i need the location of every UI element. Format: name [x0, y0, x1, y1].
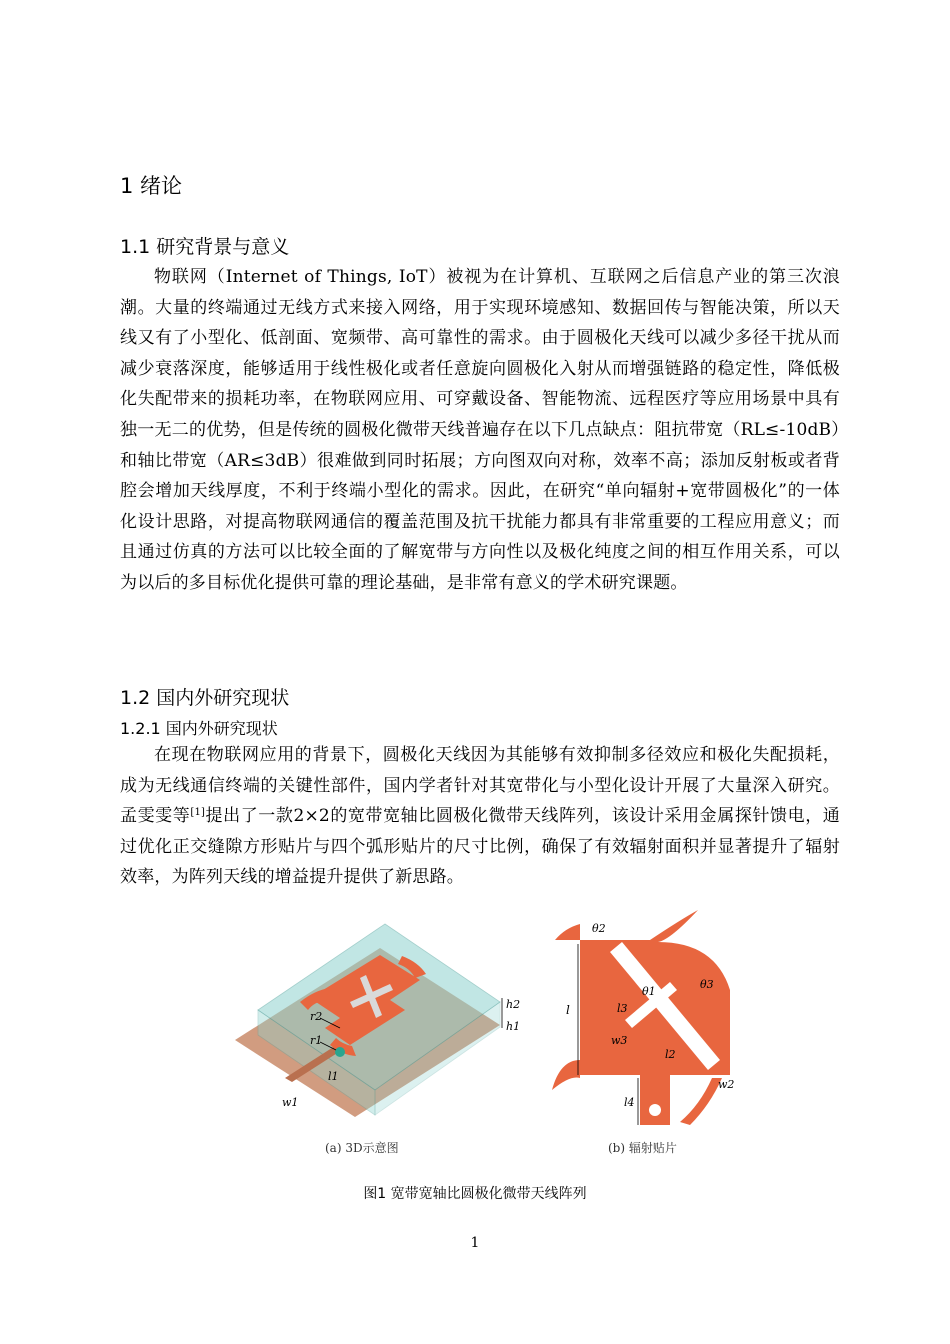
label-r2: r2 [310, 1010, 323, 1023]
antenna-figure [230, 910, 770, 1160]
patch-arc-top-left [555, 924, 580, 940]
section-title-background: 1.1 研究背景与意义 [120, 236, 290, 258]
label-w3: w3 [611, 1034, 628, 1047]
label-theta2: θ2 [592, 922, 606, 935]
label-w1: w1 [282, 1096, 299, 1109]
section-title-research-status: 1.2 国内外研究现状 [120, 687, 290, 709]
label-h2: h2 [506, 998, 521, 1011]
label-r1: r1 [310, 1034, 323, 1047]
citation-ref: [1] [190, 807, 206, 819]
chapter-title: 1 绪论 [120, 174, 183, 198]
subsection-title-domestic-research: 1.2.1 国内外研究现状 [120, 719, 278, 738]
patch-arc-bottom-right [680, 1078, 722, 1125]
label-theta3: θ3 [700, 978, 714, 991]
label-theta1: θ1 [642, 985, 656, 998]
antenna-figure-svg [230, 910, 770, 1160]
paragraph-text-after-ref: 提出了一款2×2的宽带宽轴比圆极化微带天线阵列，该设计采用金属探针馈电，通过优化正交缝隙方形贴片与四个弧形贴片的尺寸比例，确保了有效辐射面积并显著提升了辐射效率，为阵列天线的增益提升提供了新思路。 [120, 806, 840, 888]
figure-b-radiating-patch [552, 910, 734, 1155]
feed-hole [649, 1104, 661, 1116]
label-l4: l4 [624, 1096, 635, 1109]
paragraph-text-before-ref: 在现在物联网应用的背景下，圆极化天线因为其能够有效抑制多径效应和极化失配损耗，成为无线通信终端的关键性部件，国内学者针对其宽带化与小型化设计开展了大量深入研究。孟雯雯等 [120, 745, 840, 827]
label-w2: w2 [718, 1078, 735, 1091]
label-l2: l2 [665, 1048, 676, 1061]
feed-probe [335, 1047, 345, 1057]
caption-a: (a) 3D示意图 [325, 1141, 399, 1155]
label-l3: l3 [617, 1002, 628, 1015]
label-l1: l1 [328, 1070, 339, 1083]
background-paragraph: 物联网（Internet of Things, IoT）被视为在计算机、互联网之后信息产业的第三次浪潮。大量的终端通过无线方式来接入网络，用于实现环境感知、数据回传与智能决策，所以天线又有了小型化、低剖面、宽频带、高可靠性的需求。由于圆极化天线可以减少多径干扰从而减少衰落深度，能够适用于线性极化或者任意旋向圆极化入射从而增强链路的稳定性，降低极化失配带来的损耗功率，在物联网应用、可穿戴设备、智能物流、远程医疗等应用场景中具有独一无二的优势，但是传统的圆极化微带天线普遍存在以下几点缺点：阻抗带宽（RL≤-10dB）和轴比带宽（AR≤3dB）很难做到同时拓展；方向图双向对称，效率不高；添加反射板或者背腔会增加天线厚度，不利于终端小型化的需求。因此，在研究“单向辐射+宽带圆极化”的一体化设计思路，对提高物联网通信的覆盖范围及抗干扰能力都具有非常重要的工程应用意义；而且通过仿真的方法可以比较全面的了解宽带与方向性以及极化纯度之间的相互作用关系，可以为以后的多目标优化提供可靠的理论基础，是非常有意义的学术研究课题。 [120, 267, 840, 593]
caption-b: (b) 辐射贴片 [608, 1141, 677, 1155]
label-l: l [566, 1003, 570, 1017]
page-number: 1 [470, 1235, 480, 1251]
label-h1: h1 [506, 1020, 521, 1033]
figure-caption: 图1 宽带宽轴比圆极化微带天线阵列 [363, 1186, 587, 1202]
domestic-research-paragraph [120, 740, 840, 893]
figure-a-3d-diagram [235, 924, 520, 1155]
